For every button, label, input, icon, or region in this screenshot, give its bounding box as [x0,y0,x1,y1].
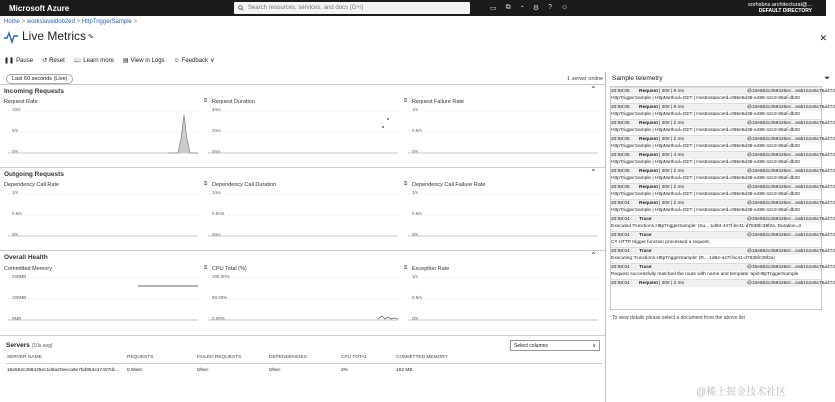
directory-icon[interactable]: ⧉ [505,4,511,11]
y-tick-label: 0/s [412,316,419,321]
help-icon[interactable]: ? [548,4,553,11]
telemetry-kind: Request [639,281,658,286]
chart-pin-icon[interactable]: ⌸ [204,265,208,271]
chart-pin-icon[interactable]: ⌸ [404,181,408,187]
search-icon [238,5,244,11]
metric-chart[interactable] [408,276,598,326]
servers-title [6,342,53,349]
select-columns-label: Select columns [514,343,548,349]
telemetry-row[interactable] [611,151,835,159]
y-tick-label: 100.00% [212,274,230,279]
chevron-down-icon: ∨ [592,343,596,349]
telemetry-kind: Request [639,89,658,94]
feedback-label: Feedback [181,57,209,64]
feedback-button[interactable] [174,57,215,64]
breadcrumb [4,19,137,25]
telemetry-title: Sample telemetry [612,75,663,82]
y-tick-label: 1/s [412,190,419,195]
directory-name: DEFAULT DIRECTORY [758,8,812,14]
brand-name[interactable]: Microsoft Azure [9,3,70,13]
telemetry-msg: C# HTTP trigger function processed a request. [611,240,711,245]
y-tick-label: 0ms [212,232,221,237]
telemetry-kind: Request [639,169,658,174]
telemetry-msg [659,248,747,255]
learn-more-button[interactable] [74,57,114,64]
live-metrics-icon [4,31,18,43]
divider [0,167,605,168]
telemetry-row[interactable] [611,87,835,95]
breadcrumb-sep: > [76,19,81,25]
telemetry-row[interactable] [611,263,835,271]
section-title-outgoing: Outgoing Requests [4,171,64,178]
reset-icon: ↺ [42,58,48,64]
divider [0,335,605,336]
telemetry-time: 20:58:05 [611,153,630,158]
metric-chart[interactable] [408,109,598,159]
telemetry-time: 20:58:04 [611,265,630,270]
collapse-icon[interactable]: ⌃ [590,85,597,94]
telemetry-time: 20:58:05 [611,185,630,190]
table-cell: 162 MB [396,367,413,373]
chart-label: CPU Total (%) [212,266,247,272]
y-tick-label: 0.5/s [412,211,422,216]
y-tick-label: 1ms [212,190,221,195]
breadcrumb-app[interactable]: workslaveldob2ed [26,19,75,25]
section-title-health: Overall Health [4,254,48,261]
pause-label: Pause [16,57,34,64]
telemetry-kind: Request [639,105,658,110]
telemetry-row[interactable] [611,279,835,287]
telemetry-msg: HttpTriggerSample | HttpMethod=GET | HostInstanceId=056e5d38-a488-42c3-85af-db30 [611,208,800,213]
y-tick-label: 1/s [412,274,419,279]
telemetry-row[interactable] [611,127,821,135]
telemetry-row[interactable] [611,103,835,111]
account-info[interactable] [748,2,812,14]
telemetry-time: 20:58:05 [611,169,630,174]
cpu-line [378,316,398,319]
metric-chart[interactable] [8,276,198,326]
y-tick-label: 0MB [12,316,22,321]
telemetry-row[interactable] [611,207,821,215]
chevron-down-icon: ∨ [210,58,215,64]
table-body [6,364,602,376]
telemetry-msg [659,216,747,223]
telemetry-msg [659,232,747,239]
breadcrumb-function[interactable]: HttpTriggerSample [81,19,132,25]
toolbar [4,57,214,64]
metric-chart[interactable] [208,109,398,159]
telemetry-row[interactable] [611,175,821,183]
telemetry-msg: | 200 | 2 ms [659,137,684,142]
search-input[interactable] [234,2,470,14]
column-header[interactable]: DEPENDENCIES [269,355,307,360]
column-header[interactable]: FAILED REQUESTS [197,355,242,360]
pause-icon: ❚❚ [4,58,15,64]
telemetry-time: 20:58:04 [611,281,630,286]
telemetry-msg: | 200 | 2 ms [659,169,684,174]
chart-label: Request Duration [212,99,255,105]
logs-icon: ▤ [122,58,129,64]
table-cell: 2% [341,367,348,373]
telemetry-row[interactable] [611,223,821,231]
telemetry-msg: | 200 | 2 ms [659,185,684,190]
book-icon: 📖 [73,58,82,64]
y-tick-label: 0/s [12,232,19,237]
telemetry-row[interactable] [611,167,835,175]
chart-pin-icon[interactable]: ⌸ [204,98,208,104]
top-bar [0,0,826,16]
telemetry-time: 20:58:05 [611,89,630,94]
telemetry-msg: | 200 | 2 ms [659,121,684,126]
y-tick-label: 5/s [12,128,19,133]
table-row[interactable] [6,364,602,376]
telemetry-msg: HttpTriggerSample | HttpMethod=GET | HostInstanceId=056e5d38-a488-42c3-85af-db30 [611,96,800,101]
view-in-logs-button[interactable] [123,57,165,64]
breadcrumb-sep: > [133,19,138,25]
telemetry-server: @16e562c458425ec...ea5151e6c76a472 [747,185,835,190]
divider [0,84,605,85]
y-tick-label: 0.5ms [212,211,225,216]
table-cell: 0/sec [197,367,209,373]
servers-table [6,352,602,376]
telemetry-server: @16e562c458425ec...ea5151e6c76a472 [747,137,835,142]
page-title: Live Metrics [22,29,87,43]
telemetry-msg: | 200 | 2 ms [659,281,684,286]
chart-pin-icon[interactable]: ⌸ [404,265,408,271]
telemetry-server: @16e562c458425ec...ea5151e6c76a472 [747,153,835,158]
telemetry-time: 20:58:04 [611,201,630,206]
divider [0,250,605,251]
telemetry-row[interactable] [611,247,835,255]
y-tick-label: 50.00% [212,295,228,300]
telemetry-time: 20:58:05 [611,137,630,142]
y-tick-label: 0.5/s [412,295,422,300]
telemetry-kind: Trace [639,249,652,254]
telemetry-msg: Executing 'Functions.HttpTriggerSample' (R... 1d94-447f-bc41-d7838fc39f2a) [611,256,776,261]
chart-label: Dependency Call Rate [4,182,60,188]
telemetry-list[interactable] [610,86,835,310]
chart-pin-icon[interactable]: ⌸ [204,181,208,187]
chart-label: Dependency Call Failure Rate [412,182,486,188]
y-tick-label: 0/s [412,149,419,154]
telemetry-msg: Request successfully matched the route with name and template 'api/HttpTriggerSample [611,272,799,277]
table-cell: 0/sec [269,367,281,373]
pause-button[interactable] [4,57,33,64]
telemetry-row[interactable] [611,255,821,263]
y-tick-label: 100MB [12,295,27,300]
telemetry-msg: | 200 | 2 ms [659,201,684,206]
telemetry-row[interactable] [611,111,821,119]
telemetry-row[interactable] [611,159,821,167]
servers-online-count: 1 server online [567,76,604,82]
telemetry-kind: Request [639,153,658,158]
telemetry-msg: HttpTriggerSample | HttpMethod=GET | HostInstanceId=056e5d38-a488-42c3-85af-db30 [611,128,800,133]
telemetry-msg: HttpTriggerSample | HttpMethod=GET | HostInstanceId=056e5d38-a488-42c3-85af-db30 [611,112,800,117]
column-header[interactable]: COMMITTED MEMORY [396,355,448,360]
telemetry-row[interactable] [611,215,835,223]
search-placeholder: Search resources, services, and docs (G+/) [248,5,364,11]
telemetry-row[interactable] [611,231,835,239]
telemetry-kind: Trace [639,217,652,222]
telemetry-kind: Request [639,201,658,206]
telemetry-time: 20:58:05 [611,105,630,110]
telemetry-server: @16e562c458425ec...ea5151e6c76a472 [747,201,835,206]
telemetry-row[interactable] [611,135,835,143]
watermark: @稀土掘金技术社区 [696,387,787,398]
pin-icon[interactable]: ✎ [88,34,94,41]
panel-divider [605,72,606,402]
telemetry-row[interactable] [611,199,835,207]
telemetry-kind: Trace [639,233,652,238]
metric-chart[interactable] [408,192,598,242]
chart-label: Committed Memory [4,266,52,272]
y-tick-label: 0/s [412,232,419,237]
telemetry-row[interactable] [611,239,821,247]
telemetry-row[interactable] [611,119,835,127]
telemetry-server: @16e562c458425ec...ea5151e6c76a472 [747,265,835,270]
servers-title-text: Servers [6,342,30,349]
telemetry-msg: | 200 | 4 ms [659,153,684,158]
telemetry-msg: HttpTriggerSample | HttpMethod=GET | HostInstanceId=056e5d38-a488-42c3-85af-db30 [611,176,800,181]
time-range-button[interactable]: Last 60 seconds (Live) [6,74,73,84]
y-tick-label: 0.5/s [412,128,422,133]
y-tick-label: 2ms [212,128,221,133]
y-tick-label: 10/s [12,107,21,112]
bell-icon[interactable]: ◔ [519,4,524,11]
telemetry-server: @16e562c458425ec...ea5151e6c76a472 [747,217,835,222]
filter-icon[interactable]: ⏷ [824,75,830,82]
chart-label: Dependency Call Duration [212,182,277,188]
table-cell: 16e562c458425ec1d6a20eeca9e7bd854e17407dc... [7,367,120,373]
telemetry-msg [659,264,747,271]
telemetry-msg: HttpTriggerSample | HttpMethod=GET | HostInstanceId=056e5d38-a488-42c3-85af-db30 [611,144,800,149]
breadcrumb-sep: > [21,19,26,25]
column-header[interactable]: REQUESTS [127,355,154,360]
y-tick-label: 0.5/s [12,211,22,216]
collapse-icon[interactable]: ⌃ [590,168,597,177]
smiley-icon: ☺ [173,57,180,64]
telemetry-kind: Request [639,121,658,126]
request-rate-spike [168,115,198,153]
servers-subtitle: (10s avg) [31,343,53,349]
telemetry-row[interactable] [611,191,821,199]
reset-label: Reset [49,57,65,64]
telemetry-footer: To view details please select a document from the above list [612,315,745,321]
telemetry-server: @16e562c458425ec...ea5151e6c76a472 [747,281,835,286]
telemetry-kind: Request [639,137,658,142]
view-in-logs-label: View in Logs [130,57,165,64]
telemetry-msg: Executed 'Functions.HttpTriggerSample' (Su... 1d94-447f-bc41-d7838fc39f2a, Duration=3 [611,224,802,229]
telemetry-time: 20:58:04 [611,217,630,222]
telemetry-server: @16e562c458425ec...ea5151e6c76a472 [747,105,835,110]
feedback-icon[interactable]: ☺ [561,4,569,11]
telemetry-kind: Trace [639,265,652,270]
breadcrumb-home[interactable]: Home [4,19,21,25]
y-tick-label: 0ms [212,149,221,154]
metric-chart[interactable] [208,276,398,326]
column-header[interactable]: SERVER NAME [7,355,42,360]
chart-pin-icon[interactable]: ⌸ [404,98,408,104]
telemetry-row[interactable] [611,143,821,151]
metric-chart[interactable] [208,192,398,242]
chart-label: Request Failure Rate [412,99,464,105]
y-tick-label: 4ms [212,107,221,112]
learn-more-label: Learn more [83,57,114,64]
telemetry-msg: | 200 | 8 ms [659,89,684,94]
telemetry-server: @16e562c458425ec...ea5151e6c76a472 [747,169,835,174]
duration-point [387,118,389,120]
telemetry-row[interactable] [611,183,835,191]
gear-icon[interactable]: ⚙ [532,5,540,12]
chart-label: Exception Rate [412,266,450,272]
telemetry-kind: Request [639,185,658,190]
telemetry-msg: HttpTriggerSample | HttpMethod=GET | HostInstanceId=056e5d38-a488-42c3-85af-db30 [611,160,800,165]
cloud-shell-icon[interactable]: ▭ [490,5,497,12]
account-name: sorhsbns.architectural@... [748,2,812,8]
telemetry-row[interactable] [611,95,821,103]
telemetry-time: 20:58:04 [611,249,630,254]
metric-chart[interactable] [8,192,198,242]
y-tick-label: 1/s [12,190,19,195]
collapse-icon[interactable]: ⌃ [590,251,597,260]
y-tick-label: 1/s [412,107,419,112]
metric-chart[interactable] [8,109,198,159]
telemetry-msg: HttpTriggerSample | HttpMethod=GET | HostInstanceId=056e5d38-a488-42c3-85af-db30 [611,192,800,197]
telemetry-msg: | 200 | 8 ms [659,105,684,110]
telemetry-time: 20:58:05 [611,121,630,126]
telemetry-time: 20:58:04 [611,233,630,238]
telemetry-server: @16e562c458425ec...ea5151e6c76a472 [747,121,835,126]
close-icon[interactable]: ✕ [819,33,827,43]
chart-label: Request Rate [4,99,38,105]
table-cell: 0.9/sec [127,367,143,373]
telemetry-server: @16e562c458425ec...ea5151e6c76a472 [747,233,835,238]
y-tick-label: 0/s [12,149,19,154]
failure-point [382,126,384,128]
telemetry-server: @16e562c458425ec...ea5151e6c76a472 [747,249,835,254]
telemetry-server: @16e562c458425ec...ea5151e6c76a472 [747,89,835,94]
table-header [6,352,602,364]
reset-button[interactable] [42,57,65,64]
y-tick-label: 0.00% [212,316,225,321]
y-tick-label: 200MB [12,274,27,279]
select-columns-dropdown[interactable] [510,340,600,351]
column-header[interactable]: CPU TOTAL [341,355,368,360]
telemetry-row[interactable] [611,271,821,279]
section-title-incoming: Incoming Requests [4,88,64,95]
